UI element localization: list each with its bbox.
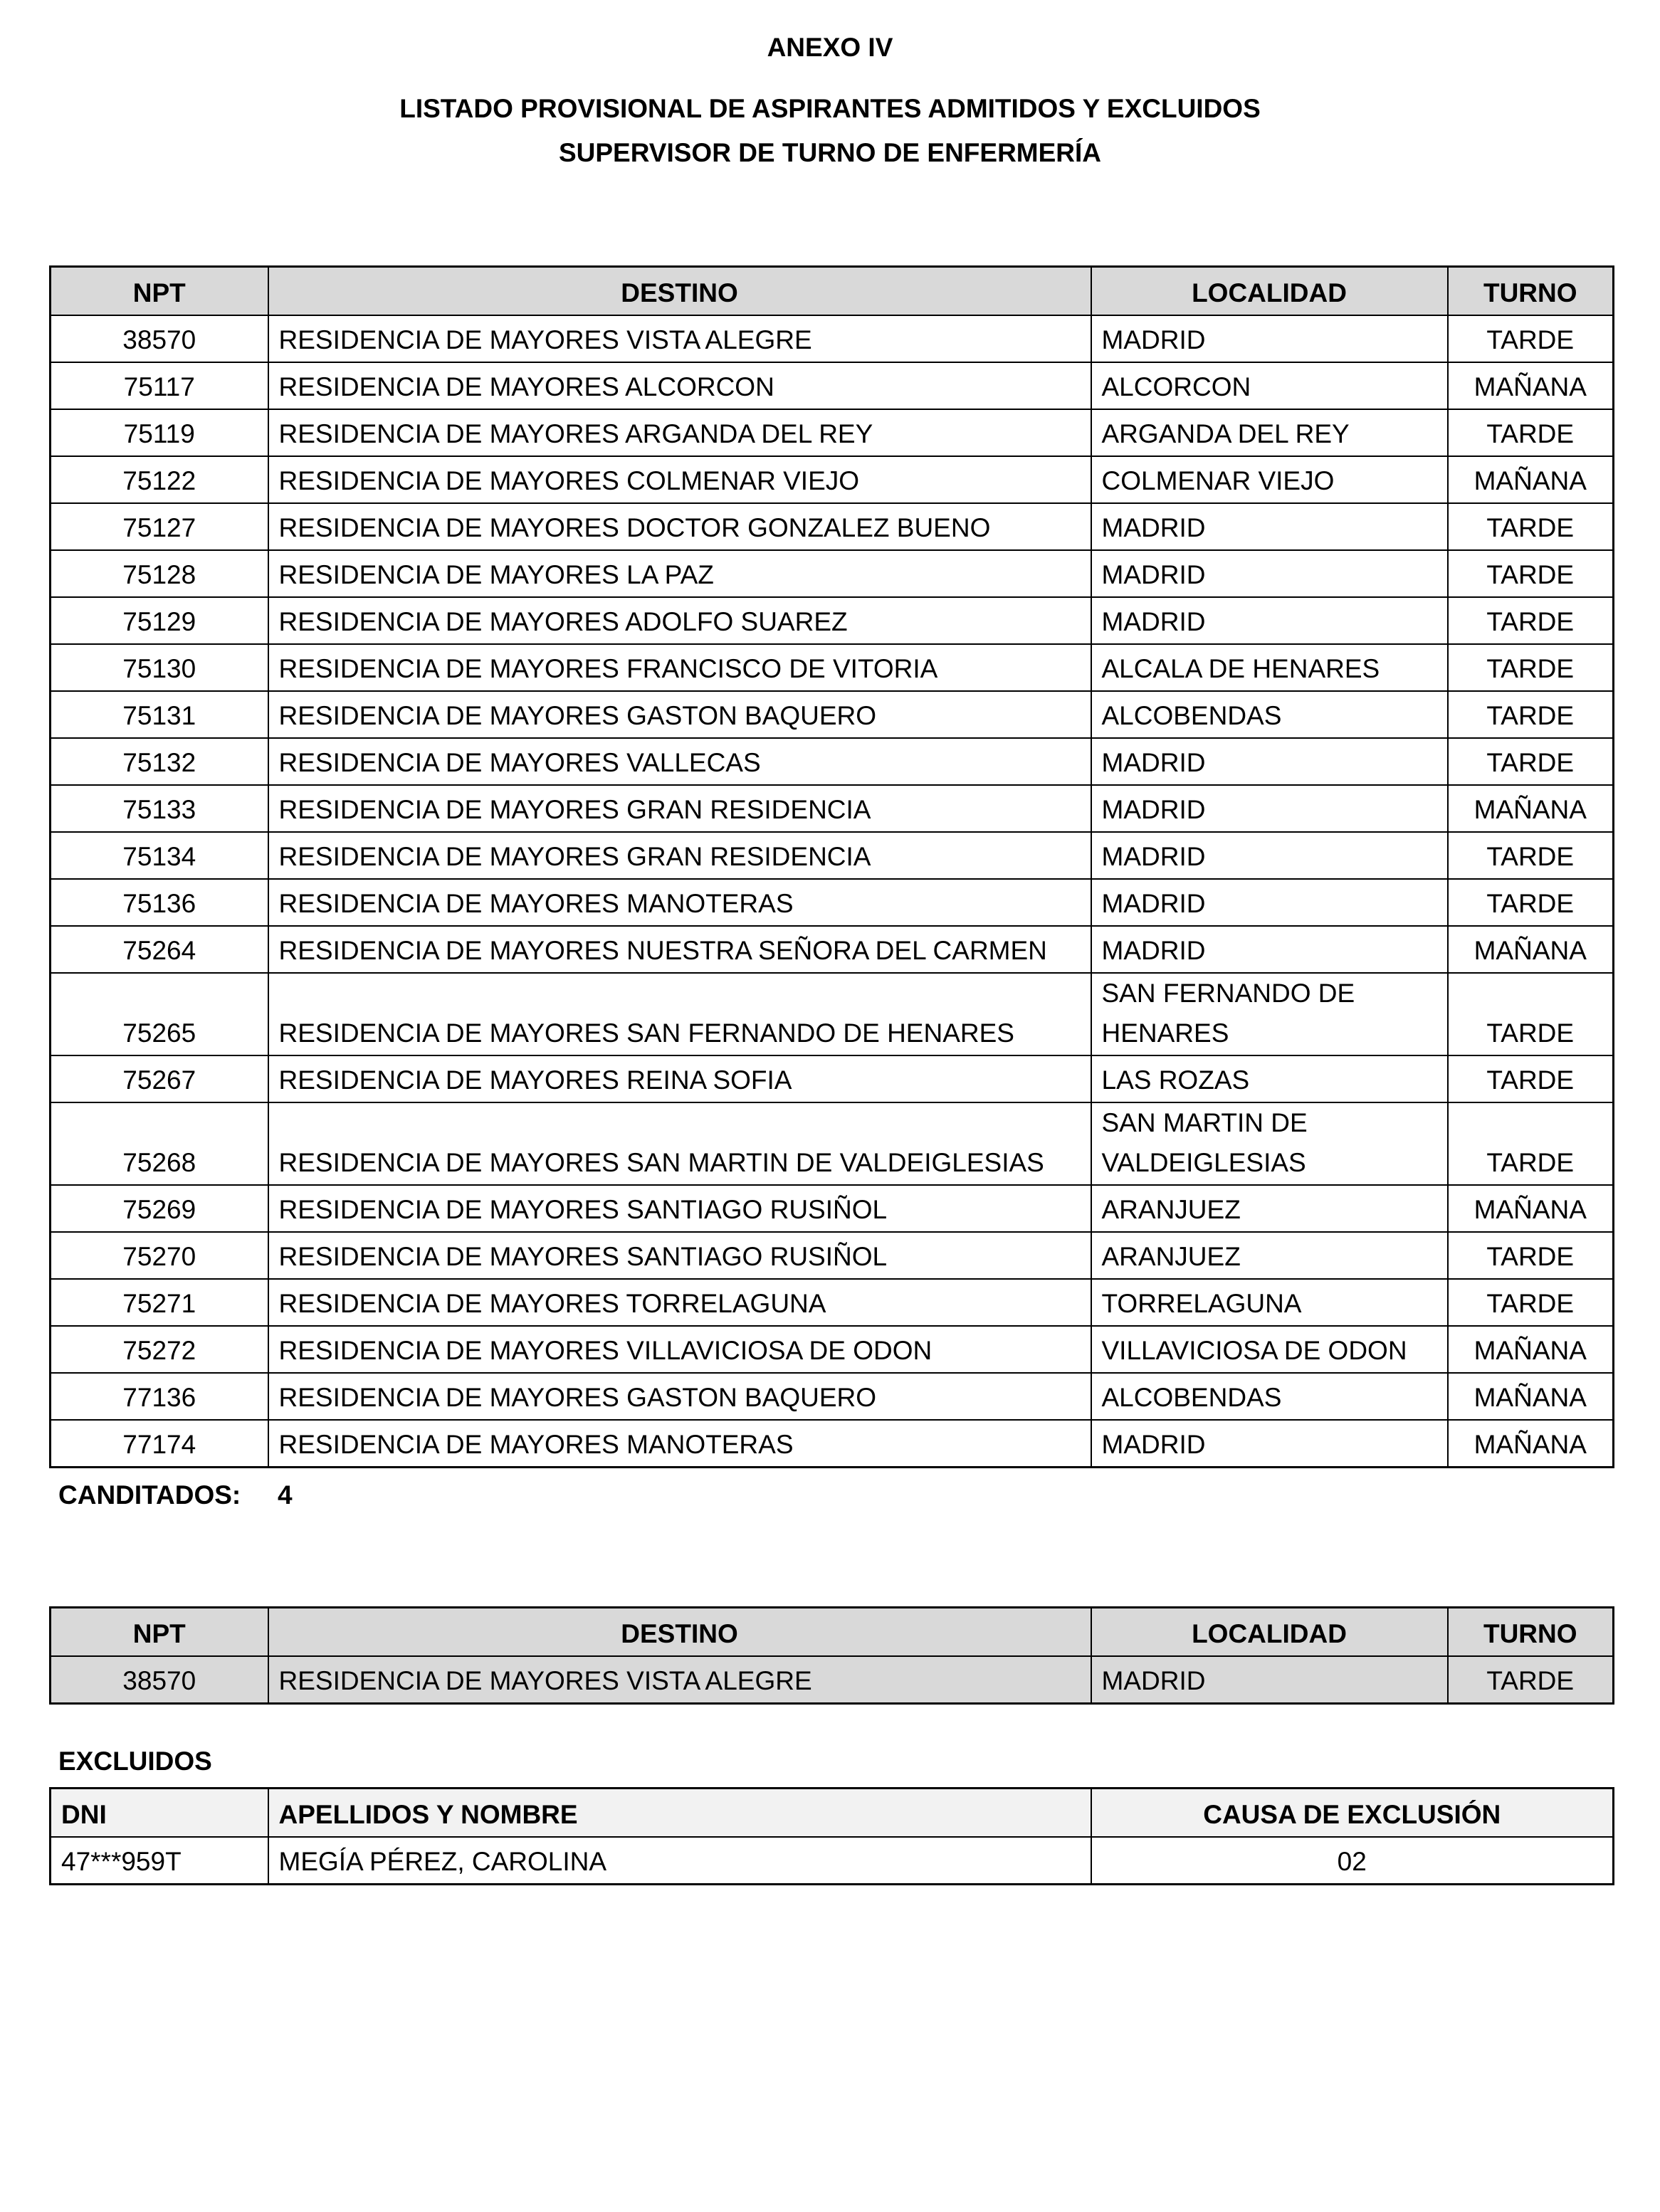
cell-destino: RESIDENCIA DE MAYORES SANTIAGO RUSIÑOL [268, 1232, 1091, 1279]
cell-localidad: MADRID [1091, 738, 1448, 785]
table-row [51, 1232, 1614, 1279]
cell-npt: 75272 [51, 1326, 268, 1373]
table-row [51, 456, 1614, 503]
cell-turno: MAÑANA [1448, 1185, 1614, 1232]
cell-npt: 77174 [51, 1420, 268, 1468]
table-row [51, 1326, 1614, 1373]
table-row [51, 1420, 1614, 1468]
cell-destino: RESIDENCIA DE MAYORES FRANCISCO DE VITORIA [268, 644, 1091, 691]
cell-destino: RESIDENCIA DE MAYORES GRAN RESIDENCIA [268, 832, 1091, 879]
cell-localidad: MADRID [1091, 550, 1448, 597]
cell-turno: TARDE [1448, 597, 1614, 644]
column-header-name: APELLIDOS Y NOMBRE [268, 1789, 1091, 1838]
cell-localidad: MADRID [1091, 597, 1448, 644]
cell-localidad: ARANJUEZ [1091, 1232, 1448, 1279]
cell-destino: RESIDENCIA DE MAYORES GASTON BAQUERO [268, 1373, 1091, 1420]
cell-turno: TARDE [1448, 1102, 1614, 1185]
column-header-localidad: LOCALIDAD [1091, 267, 1448, 316]
cell-destino: RESIDENCIA DE MAYORES VALLECAS [268, 738, 1091, 785]
cell-npt: 75129 [51, 597, 268, 644]
column-header-npt: NPT [51, 1608, 268, 1657]
table-row [51, 503, 1614, 550]
cell-destino: RESIDENCIA DE MAYORES ARGANDA DEL REY [268, 409, 1091, 456]
cell-npt: 75122 [51, 456, 268, 503]
table-row [51, 644, 1614, 691]
table-row [51, 926, 1614, 973]
table-row [51, 973, 1614, 1055]
table-row [51, 1055, 1614, 1102]
cell-npt: 75134 [51, 832, 268, 879]
table-row [51, 597, 1614, 644]
table-row [51, 1185, 1614, 1232]
table-row [51, 1837, 1614, 1885]
cell-turno: MAÑANA [1448, 362, 1614, 409]
candidate-table [49, 1606, 1614, 1705]
cell-destino: RESIDENCIA DE MAYORES REINA SOFIA [268, 1055, 1091, 1102]
column-header-dni: DNI [51, 1789, 268, 1838]
table-row [51, 879, 1614, 926]
cell-localidad: ARANJUEZ [1091, 1185, 1448, 1232]
table-row [51, 832, 1614, 879]
cell-localidad: ALCORCON [1091, 362, 1448, 409]
column-header-destino: DESTINO [268, 1608, 1091, 1657]
document-title: LISTADO PROVISIONAL DE ASPIRANTES ADMITIDOS Y EXCLUIDOS [399, 94, 1261, 123]
cell-name: MEGÍA PÉREZ, CAROLINA [268, 1837, 1091, 1885]
cell-localidad-x: MADRID [1091, 1656, 1448, 1704]
cell-destino: RESIDENCIA DE MAYORES COLMENAR VIEJO [268, 456, 1091, 503]
cell-turno: TARDE [1448, 832, 1614, 879]
cell-turno: MAÑANA [1448, 1326, 1614, 1373]
cell-npt: 75264 [51, 926, 268, 973]
candidates-count: 4 [278, 1480, 293, 1510]
cell-npt: 38570 [51, 1656, 268, 1704]
table-row [51, 315, 1614, 362]
column-header-destino: DESTINO [268, 267, 1091, 316]
column-header-exclusion-cause: CAUSA DE EXCLUSIÓN [1091, 1789, 1614, 1838]
cell-turno: TARDE [1448, 1232, 1614, 1279]
cell-npt: 75268 [51, 1102, 268, 1185]
cell-turno: MAÑANA [1448, 785, 1614, 832]
cell-destino: RESIDENCIA DE MAYORES GASTON BAQUERO [268, 691, 1091, 738]
table-row [51, 1373, 1614, 1420]
excluded-table [49, 1787, 1614, 1885]
cell-npt: 75271 [51, 1279, 268, 1326]
cell-turno: TARDE [1448, 738, 1614, 785]
table-row [51, 362, 1614, 409]
destinations-table [49, 265, 1614, 1468]
cell-localidad: ALCALA DE HENARES [1091, 644, 1448, 691]
cell-turno: TARDE [1448, 409, 1614, 456]
table-row [51, 1102, 1614, 1185]
cell-localidad: MADRID [1091, 926, 1448, 973]
cell-destino: RESIDENCIA DE MAYORES VISTA ALEGRE [268, 1656, 1091, 1704]
column-header-turno: TURNO [1448, 1608, 1614, 1657]
cell-localidad: TORRELAGUNA [1091, 1279, 1448, 1326]
table-row [51, 1656, 1614, 1704]
cell-turno: MAÑANA [1448, 456, 1614, 503]
cell-npt: 75265 [51, 973, 268, 1055]
cell-npt: 75133 [51, 785, 268, 832]
cell-turno: MAÑANA [1448, 926, 1614, 973]
cell-destino: RESIDENCIA DE MAYORES GRAN RESIDENCIA [268, 785, 1091, 832]
annex-title: ANEXO IV [767, 33, 893, 62]
cell-npt: 38570 [51, 315, 268, 362]
cell-turno: TARDE [1448, 644, 1614, 691]
cell-localidad: ALCOBENDAS [1091, 691, 1448, 738]
cell-destino: RESIDENCIA DE MAYORES DOCTOR GONZALEZ BUENO [268, 503, 1091, 550]
cell-npt: 75132 [51, 738, 268, 785]
cell-npt: 75269 [51, 1185, 268, 1232]
column-header-turno: TURNO [1448, 267, 1614, 316]
table-row [51, 1279, 1614, 1326]
cell-destino: RESIDENCIA DE MAYORES MANOTERAS [268, 1420, 1091, 1468]
cell-localidad: MADRID [1091, 1420, 1448, 1468]
cell-localidad: MADRID [1091, 315, 1448, 362]
cell-turno: TARDE [1448, 879, 1614, 926]
cell-destino: RESIDENCIA DE MAYORES SAN MARTIN DE VALDEIGLESIAS [268, 1102, 1091, 1185]
table-row [51, 738, 1614, 785]
cell-localidad: VILLAVICIOSA DE ODON [1091, 1326, 1448, 1373]
cell-turno: TARDE [1448, 503, 1614, 550]
table-row [51, 409, 1614, 456]
cell-localidad: LAS ROZAS [1091, 1055, 1448, 1102]
excluded-label: EXCLUIDOS [58, 1747, 212, 1776]
cell-localidad: MADRID [1091, 785, 1448, 832]
cell-npt: 75128 [51, 550, 268, 597]
cell-localidad: MADRID [1091, 879, 1448, 926]
cell-localidad: COLMENAR VIEJO [1091, 456, 1448, 503]
table-row [51, 691, 1614, 738]
cell-turno: TARDE [1448, 1656, 1614, 1704]
cell-npt: 75136 [51, 879, 268, 926]
cell-npt: 75127 [51, 503, 268, 550]
cell-localidad: ARGANDA DEL REY [1091, 409, 1448, 456]
cell-destino: RESIDENCIA DE MAYORES SANTIAGO RUSIÑOL [268, 1185, 1091, 1232]
cell-turno: MAÑANA [1448, 1373, 1614, 1420]
cell-turno: TARDE [1448, 973, 1614, 1055]
cell-npt: 75270 [51, 1232, 268, 1279]
cell-turno: TARDE [1448, 315, 1614, 362]
cell-destino: RESIDENCIA DE MAYORES ADOLFO SUAREZ [268, 597, 1091, 644]
document-subtitle: SUPERVISOR DE TURNO DE ENFERMERÍA [558, 138, 1102, 167]
cell-npt: 75119 [51, 409, 268, 456]
cell-turno: TARDE [1448, 550, 1614, 597]
table-row [51, 785, 1614, 832]
cell-exclusion-cause: 02 [1091, 1837, 1614, 1885]
cell-npt: 75131 [51, 691, 268, 738]
cell-npt: 75117 [51, 362, 268, 409]
cell-destino: RESIDENCIA DE MAYORES ALCORCON [268, 362, 1091, 409]
table-header-row [51, 1789, 1614, 1838]
column-header-localidad: LOCALIDAD [1091, 1608, 1448, 1657]
cell-destino: RESIDENCIA DE MAYORES NUESTRA SEÑORA DEL CARMEN [268, 926, 1091, 973]
cell-destino: RESIDENCIA DE MAYORES TORRELAGUNA [268, 1279, 1091, 1326]
table-header-row [51, 1608, 1614, 1657]
cell-localidad: SAN MARTIN DE VALDEIGLESIAS [1091, 1102, 1448, 1185]
column-header-npt: NPT [51, 267, 268, 316]
cell-localidad: MADRID [1091, 832, 1448, 879]
cell-npt: 75267 [51, 1055, 268, 1102]
table-row [51, 550, 1614, 597]
cell-destino: RESIDENCIA DE MAYORES VISTA ALEGRE [268, 315, 1091, 362]
cell-localidad: ALCOBENDAS [1091, 1373, 1448, 1420]
cell-turno: TARDE [1448, 691, 1614, 738]
cell-destino: RESIDENCIA DE MAYORES SAN FERNANDO DE HENARES [268, 973, 1091, 1055]
cell-npt: 77136 [51, 1373, 268, 1420]
cell-destino: RESIDENCIA DE MAYORES VILLAVICIOSA DE ODON [268, 1326, 1091, 1373]
cell-destino: RESIDENCIA DE MAYORES LA PAZ [268, 550, 1091, 597]
table-header-row [51, 267, 1614, 316]
cell-turno: TARDE [1448, 1055, 1614, 1102]
cell-turno: MAÑANA [1448, 1420, 1614, 1468]
cell-localidad: SAN FERNANDO DE HENARES [1091, 973, 1448, 1055]
cell-npt: 75130 [51, 644, 268, 691]
cell-turno: TARDE [1448, 1279, 1614, 1326]
cell-destino: RESIDENCIA DE MAYORES MANOTERAS [268, 879, 1091, 926]
cell-localidad: MADRID [1091, 503, 1448, 550]
candidates-label: CANDITADOS: [58, 1480, 241, 1510]
cell-dni: 47***959T [51, 1837, 268, 1885]
